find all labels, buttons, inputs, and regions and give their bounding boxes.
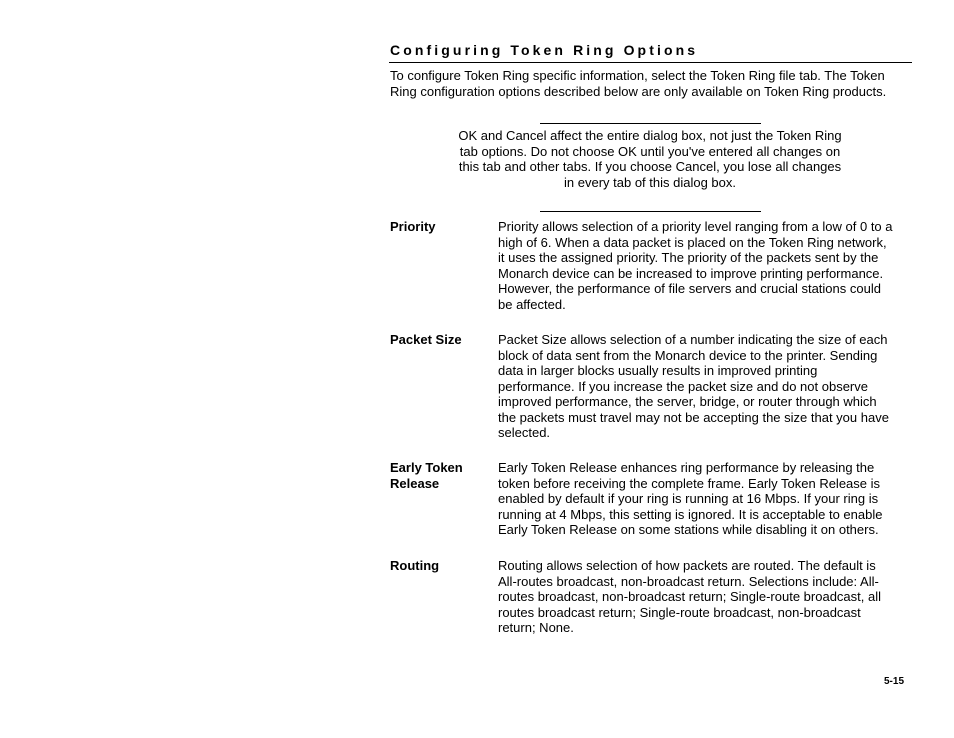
page-number: 5-15 (884, 676, 905, 687)
note-bottom-rule (540, 211, 761, 212)
term-packet-size: Packet Size (390, 332, 462, 347)
term-early-token-release: Early Token Release (390, 460, 463, 491)
definition-routing: Routing allows selection of how packets are routed. The default is All-routes broadcast, non-broadcast return. Selections include: All-routes broadcast, non-broadcast return; Single-route broadcast, all routes broadcast return; Single-route broadcast, non-broadcast return; None. (498, 558, 881, 635)
intro-paragraph: To configure Token Ring specific information, select the Token Ring file tab. The Token Ring configuration options described below are only available on Token Ring products. (390, 68, 887, 99)
heading-underline (389, 62, 912, 63)
note-top-rule (540, 123, 761, 124)
section-heading: Configuring Token Ring Options (390, 42, 699, 58)
term-routing: Routing (390, 558, 440, 573)
definition-packet-size: Packet Size allows selection of a number indicating the size of each block of data sent from the Monarch device to the printer. Sending data in larger blocks usually results in improved printing performance. If you increase the packet size and do not observe improved performance, the server, bridge, or router through which the packets must travel may not be accepting the size that you have selected. (498, 332, 889, 440)
term-priority: Priority (390, 219, 436, 234)
note-paragraph: OK and Cancel affect the entire dialog box, not just the Token Ring tab options. Do not choose OK until you've entered all changes on this tab and other tabs. If you choose Cancel, you lose all changes in every tab of this dialog box. (458, 128, 842, 190)
definition-early-token-release: Early Token Release enhances ring performance by releasing the token before receiving the complete frame. Early Token Release is enabled by default if your ring is running at 16 Mbps. If your ring is running at 4 Mbps, this setting is ignored. It is acceptable to enable Early Token Release on some stations while disabling it on others. (498, 460, 883, 537)
definition-priority: Priority allows selection of a priority level ranging from a low of 0 to a high of 6. When a data packet is placed on the Token Ring network, it uses the assigned priority. The priority of the packets sent by the Monarch device can be increased to improve printing performance. However, the performance of file servers and crucial stations could be affected. (498, 219, 893, 312)
